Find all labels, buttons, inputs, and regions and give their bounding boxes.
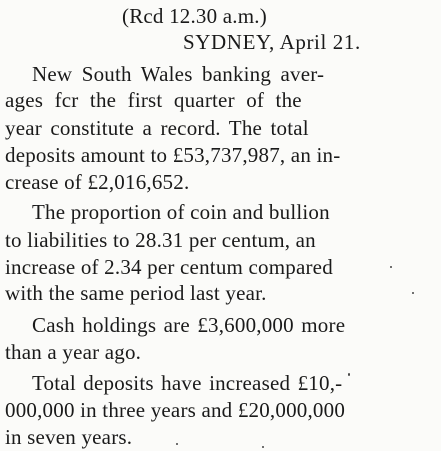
- text-line: with the same period last year.: [5, 281, 267, 305]
- text-line: than a year ago.: [5, 340, 142, 364]
- text-line: to liabilities to 28.31 per centum, an: [5, 228, 316, 252]
- text-line: deposits amount to £53,737,987, an in-: [5, 143, 341, 167]
- text-line: in seven years.: [5, 425, 133, 449]
- text-line: Cash holdings are £3,600,000 more: [32, 313, 346, 337]
- text-line: increase of 2.34 per centum compared: [5, 255, 333, 279]
- text-line: crease of £2,016,652.: [5, 170, 190, 194]
- print-speck: [390, 266, 392, 268]
- dateline: SYDNEY, April 21.: [183, 30, 361, 54]
- print-speck: [176, 443, 178, 445]
- print-speck: [348, 373, 350, 376]
- text-line: ages fcr the first quarter of the: [5, 88, 302, 112]
- print-speck: [412, 292, 414, 294]
- text-line: The proportion of coin and bullion: [32, 200, 330, 224]
- print-speck: [262, 446, 264, 448]
- received-time: (Rcd 12.30 a.m.): [122, 4, 267, 28]
- text-line: Total deposits have increased £10,-: [32, 371, 343, 395]
- text-line: year constitute a record. The total: [5, 116, 309, 140]
- text-line: 000,000 in three years and £20,000,000: [5, 398, 346, 422]
- text-line: New South Wales banking aver-: [32, 62, 325, 86]
